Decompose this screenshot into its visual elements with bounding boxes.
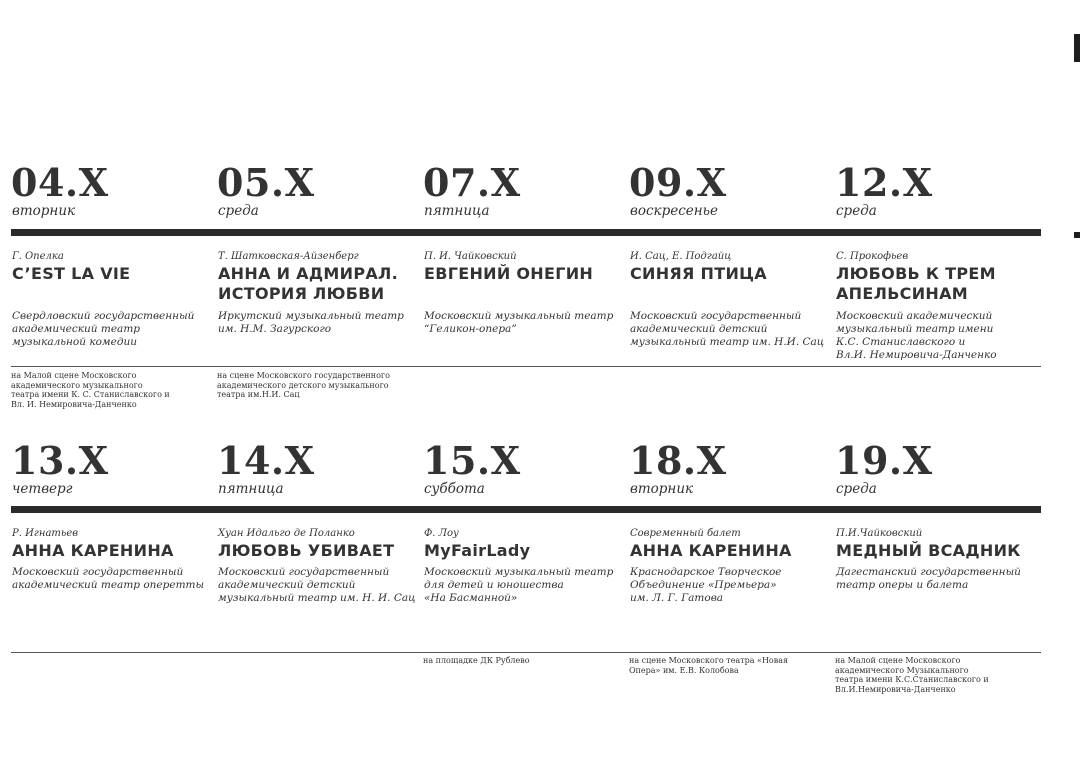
row-divider-thick	[11, 229, 1041, 236]
event-title: АННА КАРЕНИНА	[630, 541, 792, 560]
event-venue: на площадке ДК Рублево	[423, 656, 530, 665]
event-title: АННА И АДМИРАЛ. ИСТОРИЯ ЛЮБВИ	[218, 264, 398, 303]
event-date: 09.X	[629, 160, 727, 205]
event-author: Современный балет	[630, 528, 741, 539]
event-theatre: Московский академический музыкальный театр имени К.С. Станиславского и Вл.И. Немировича-Данченко	[836, 310, 997, 361]
event-title: C’EST LA VIE	[12, 264, 131, 283]
event-weekday: суббота	[424, 481, 485, 497]
event-date: 04.X	[11, 160, 109, 205]
event-author: Г. Опелка	[12, 251, 64, 262]
event-weekday: пятница	[424, 203, 490, 219]
event-title: ЛЮБОВЬ УБИВАЕТ	[218, 541, 395, 560]
event-date: 15.X	[423, 438, 521, 483]
event-date: 13.X	[11, 438, 109, 483]
event-theatre: Свердловский государственный академический театр музыкальной комедии	[12, 310, 195, 348]
event-date: 19.X	[835, 438, 933, 483]
event-title: МЕДНЫЙ ВСАДНИК	[836, 541, 1021, 560]
event-weekday: вторник	[12, 203, 76, 219]
event-author: П.И.Чайковский	[836, 528, 923, 539]
event-theatre: Московский музыкальный театр для детей и юношества «На Басманной»	[424, 566, 614, 604]
event-theatre: Московский государственный академический театр оперетты	[12, 566, 205, 591]
row-divider-thin	[11, 366, 1041, 367]
event-date: 05.X	[217, 160, 315, 205]
event-title: ЕВГЕНИЙ ОНЕГИН	[424, 264, 594, 283]
event-weekday: пятница	[218, 481, 284, 497]
event-venue: на сцене Московского государственного академического детского музыкального театра им.Н.И. Сац	[217, 371, 390, 399]
event-author: Ф. Лоу	[424, 528, 459, 539]
edge-mark-top	[1074, 34, 1080, 62]
event-author: Р. Игнатьев	[12, 528, 79, 539]
row-divider-thin	[11, 652, 1041, 653]
event-weekday: вторник	[630, 481, 694, 497]
event-date: 14.X	[217, 438, 315, 483]
event-theatre: Иркутский музыкальный театр им. Н.М. Загурского	[218, 310, 404, 335]
event-title: MyFairLady	[424, 541, 531, 560]
event-venue: на Малой сцене Московского академического Музыкального театра имени К.С.Станиславского и Вл.И.Немировича-Данченко	[835, 656, 989, 694]
event-author: П. И. Чайковский	[424, 251, 517, 262]
event-weekday: среда	[836, 203, 877, 219]
event-date: 18.X	[629, 438, 727, 483]
event-theatre: Московский музыкальный театр “Геликон-опера”	[424, 310, 614, 335]
event-author: И. Сац, Е. Подгайц	[630, 251, 732, 262]
event-title: АННА КАРЕНИНА	[12, 541, 174, 560]
event-author: Хуан Идальго де Поланко	[218, 528, 355, 539]
event-venue: на Малой сцене Московского академического музыкального театра имени К. С. Станиславского и Вл. И. Немировича-Данченко	[11, 371, 170, 409]
event-theatre: Краснодарское Творческое Объединение «Премьера» им. Л. Г. Гатова	[630, 566, 782, 604]
event-title: СИНЯЯ ПТИЦА	[630, 264, 767, 283]
event-theatre: Московский государственный академический детский музыкальный театр им. Н.И. Сац	[630, 310, 825, 348]
event-weekday: среда	[836, 481, 877, 497]
event-weekday: воскресенье	[630, 203, 719, 219]
event-theatre: Дагестанский государственный театр оперы и балета	[836, 566, 1021, 591]
event-author: Т. Шатковская-Айзенберг	[218, 251, 359, 262]
event-date: 12.X	[835, 160, 933, 205]
edge-mark-middle	[1074, 232, 1080, 238]
event-title: ЛЮБОВЬ К ТРЕМ АПЕЛЬСИНАМ	[836, 264, 996, 303]
event-date: 07.X	[423, 160, 521, 205]
event-weekday: четверг	[12, 481, 73, 497]
event-author: С. Прокофьев	[836, 251, 909, 262]
event-theatre: Московский государственный академический детский музыкальный театр им. Н. И. Сац	[218, 566, 416, 604]
row-divider-thick	[11, 506, 1041, 513]
event-venue: на сцене Московского театра «Новая Опера» им. Е.В. Колобова	[629, 656, 789, 675]
event-weekday: среда	[218, 203, 259, 219]
